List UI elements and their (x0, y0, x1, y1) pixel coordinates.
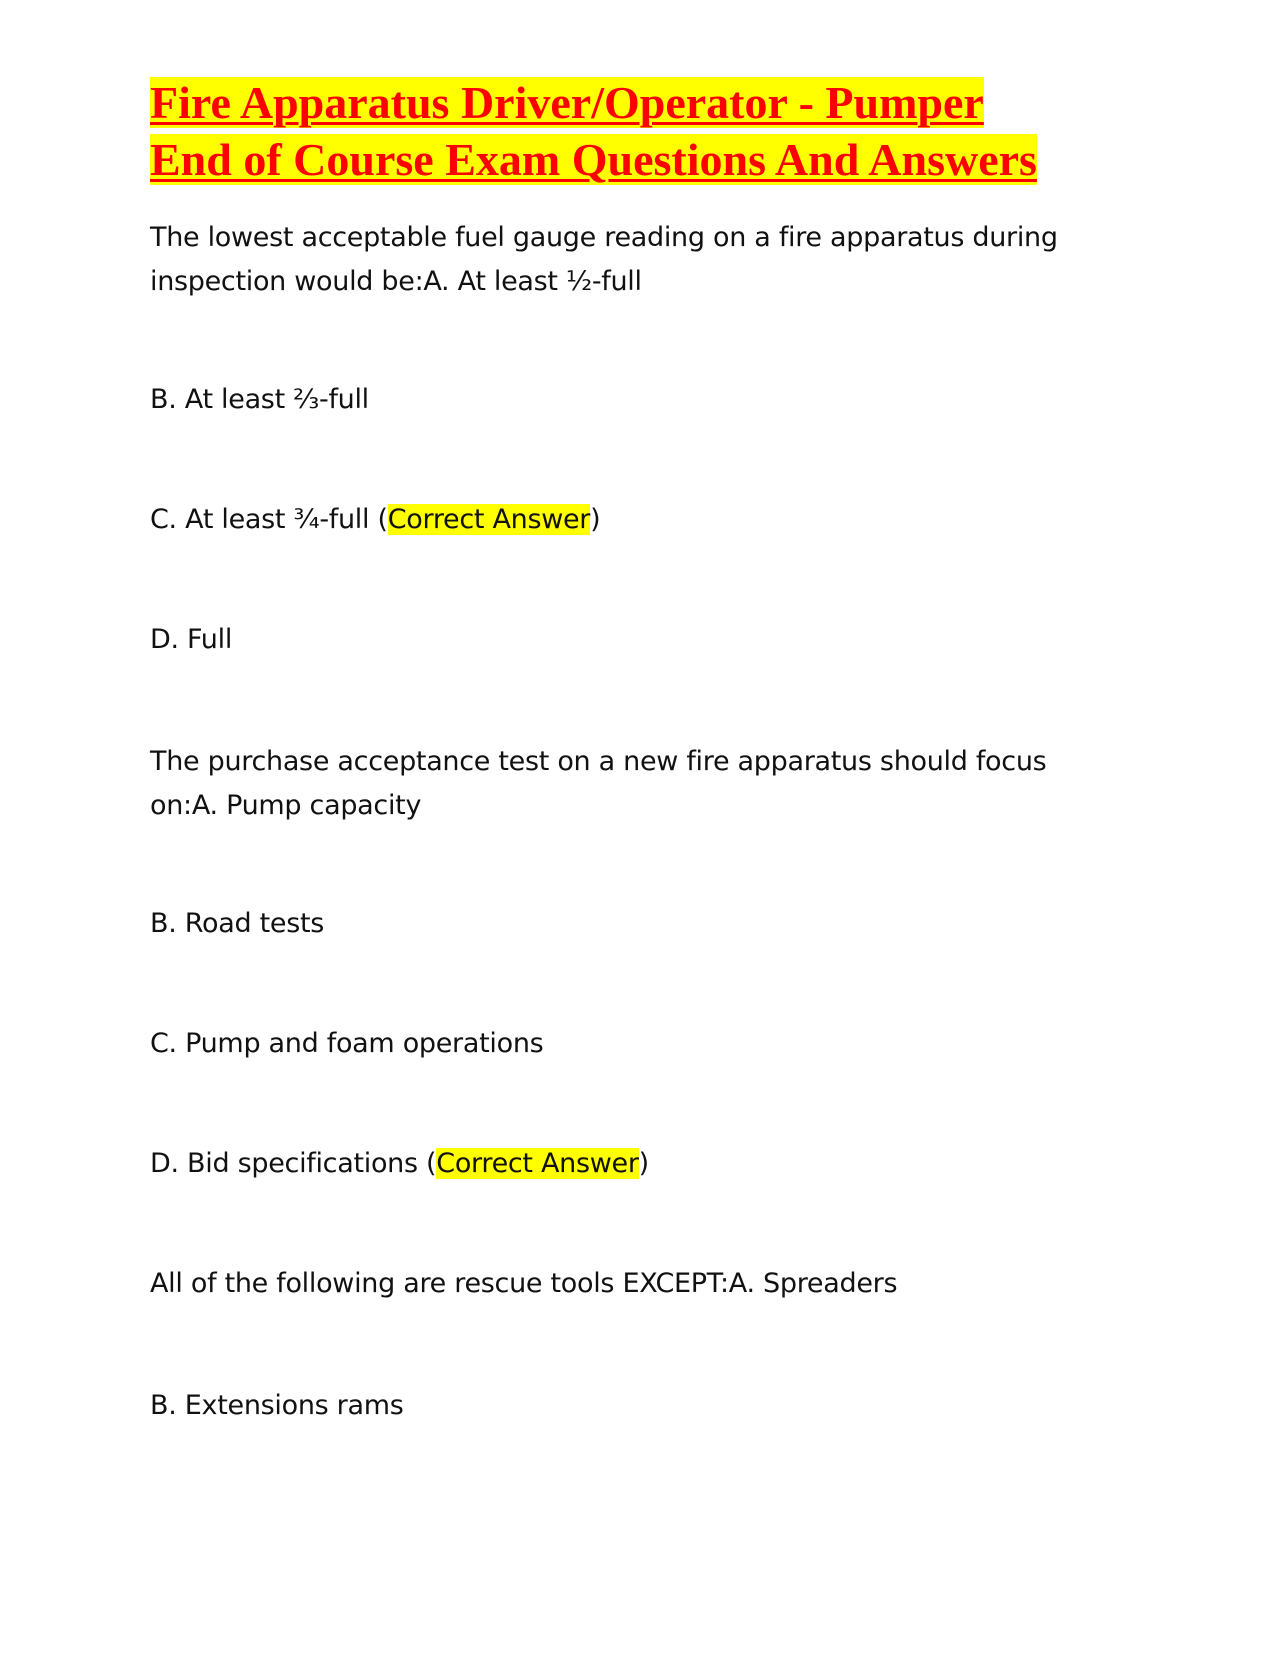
question-3-option-b: B. Extensions rams (150, 1390, 404, 1421)
question-1-option-c (150, 498, 1110, 542)
question-1-option-d: D. Full (150, 624, 233, 655)
question-2-option-b: B. Road tests (150, 908, 325, 939)
question-1-option-b: B. At least ⅔-full (150, 384, 369, 415)
option-c-close: ) (590, 504, 601, 535)
question-1-stem: The lowest acceptable fuel gauge reading on a fire apparatus during inspection would be:A. At least ½-full (150, 222, 1058, 297)
question-2-option-d (150, 1142, 1110, 1186)
title-line-1: Fire Apparatus Driver/Operator - Pumper (150, 77, 984, 128)
option-d-close: ) (638, 1148, 649, 1179)
question-3-stem: All of the following are rescue tools EXCEPT:A. Spreaders (150, 1268, 898, 1299)
document-title (150, 74, 1150, 188)
correct-answer-highlight: Correct Answer (436, 1148, 639, 1179)
correct-answer-highlight: Correct Answer (387, 504, 591, 535)
option-d-text: D. Bid specifications ( (150, 1148, 437, 1179)
option-c-text: C. At least ¾-full ( (150, 504, 388, 535)
question-2-option-c: C. Pump and foam operations (150, 1028, 544, 1059)
question-2-stem: The purchase acceptance test on a new fire apparatus should focus on:A. Pump capacity (150, 746, 1047, 821)
title-line-2: End of Course Exam Questions And Answers (150, 134, 1037, 185)
